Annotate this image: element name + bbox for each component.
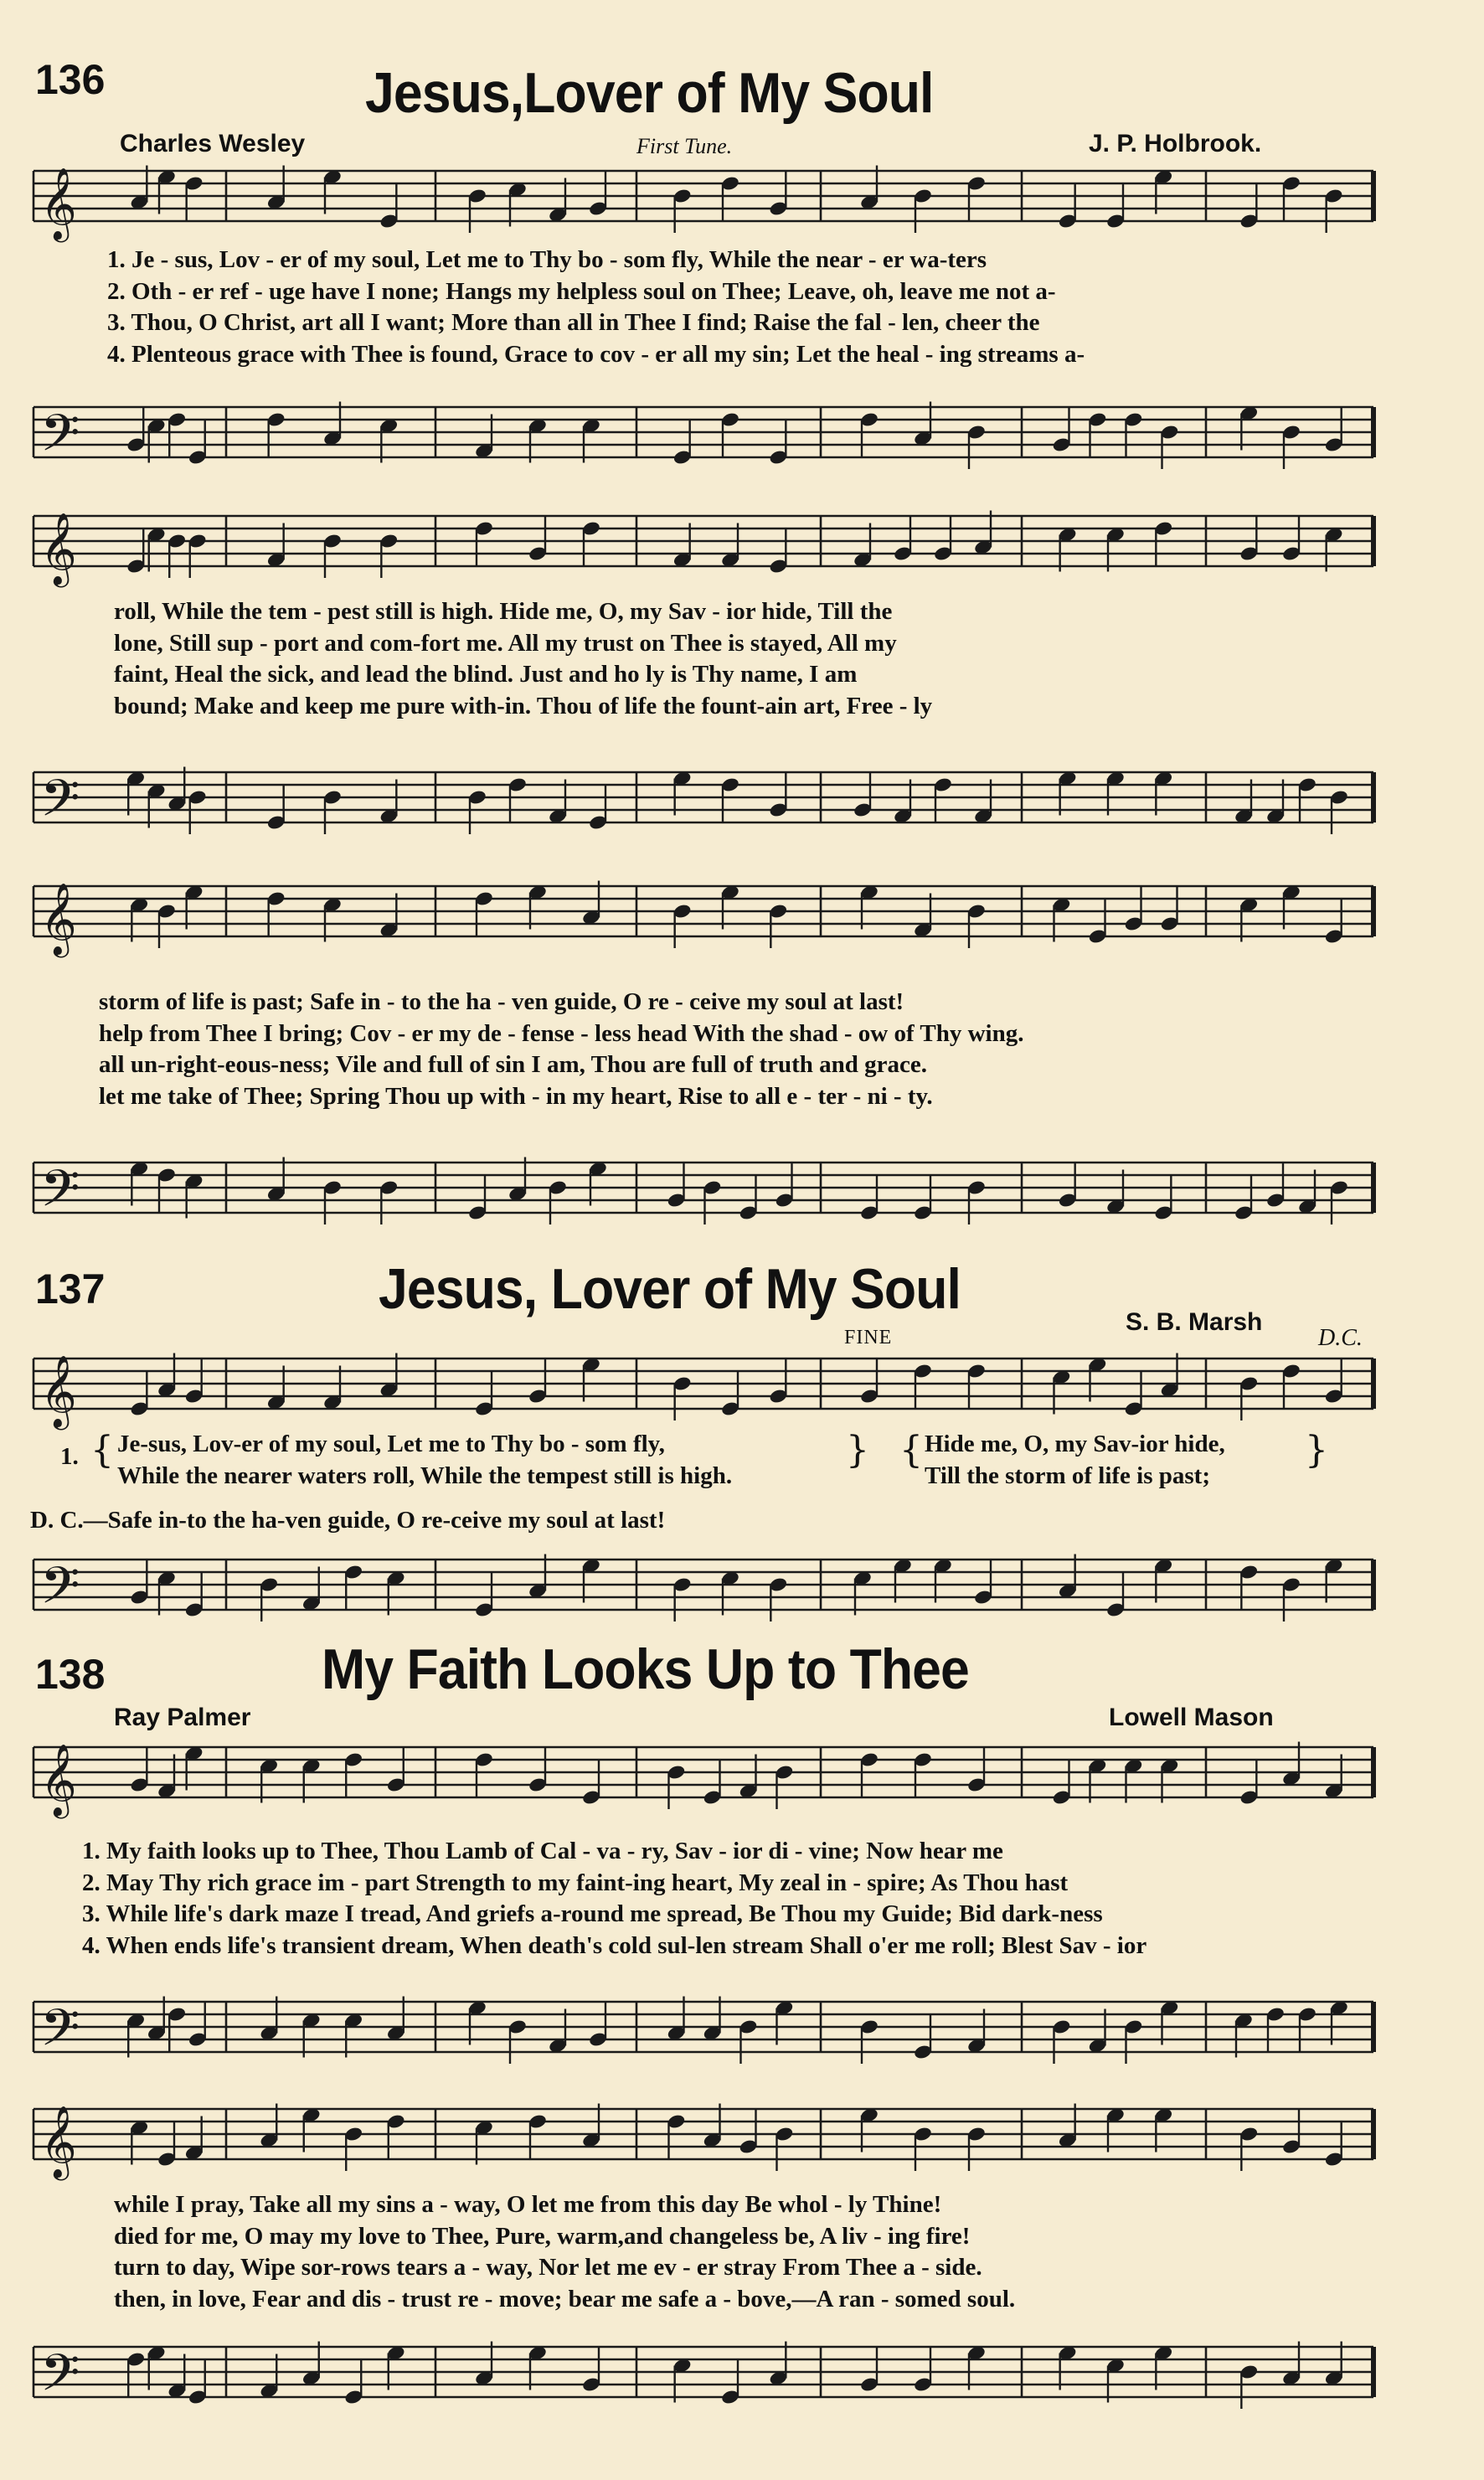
bass-staff: [33, 1549, 1373, 1628]
lyric-line: then, in love, Fear and dis - trust re - move; bear me safe a - bove,—A ran - somed soul.: [114, 2285, 1016, 2312]
lyric-line: died for me, O may my love to Thee, Pure, warm,and changeless be, A liv - ing fire!: [114, 2222, 971, 2250]
verse-number: 1.: [60, 1443, 79, 1470]
lyric-line: Hide me, O, my Sav-ior hide,: [925, 1431, 1225, 1457]
lyric-line: all un-right-eous-ness; Vile and full of sin I am, Thou are full of truth and grace.: [99, 1051, 928, 1078]
svg-text:𝄞: 𝄞: [40, 2106, 77, 2178]
lyric-line: roll, While the tem - pest still is high. Hide me, O, my Sav - ior hide, Till the: [114, 598, 893, 625]
lyric-block: [925, 1428, 1225, 1492]
lyric-line: let me take of Thee; Spring Thou up with - in my heart, Rise to all e - ter - ni - ty.: [99, 1082, 933, 1110]
hymn-title: My Faith Looks Up to Thee: [322, 1637, 969, 1701]
svg-text:𝄞: 𝄞: [40, 883, 77, 955]
lyric-line: 2. Oth - er ref - uge have I none; Hangs my helpless soul on Thee; Leave, oh, leave me not a-: [107, 277, 1056, 305]
lyric-line: help from Thee I bring; Cov - er my de - fense - less head With the shad - ow of Thy wing.: [99, 1019, 1024, 1047]
svg-text:𝄞: 𝄞: [40, 513, 77, 585]
hymn-composer: J. P. Holbrook.: [1089, 130, 1262, 157]
lyric-line: lone, Still sup - port and com-fort me. All my trust on Thee is stayed, All my: [114, 629, 897, 657]
lyric-line: bound; Make and keep me pure with-in. Thou of life the fount-ain art, Free - ly: [114, 692, 933, 719]
brace-left: {: [899, 1429, 923, 1472]
dc-marking: D.C.: [1318, 1325, 1363, 1351]
bass-staff: [33, 2337, 1373, 2416]
lyric-line: storm of life is past; Safe in - to the ha - ven guide, O re - ceive my soul at last!: [99, 988, 904, 1015]
treble-staff: [33, 506, 1373, 585]
lyric-block: [107, 245, 1085, 370]
svg-text:𝄢: 𝄢: [40, 404, 80, 476]
treble-staff: [33, 2099, 1373, 2178]
lyric-line: Till the storm of life is past;: [925, 1462, 1210, 1489]
hymn-composer: S. B. Marsh: [1126, 1308, 1263, 1336]
lyric-line: turn to day, Wipe sor-rows tears a - way, Nor let me ev - er stray From Thee a - side.: [114, 2254, 982, 2281]
svg-text:𝄞: 𝄞: [40, 1744, 77, 1816]
svg-text:𝄢: 𝄢: [40, 1998, 80, 2070]
brace-right: }: [846, 1429, 869, 1472]
lyric-line: while I pray, Take all my sins a - way, O let me from this day Be whol - ly Thine!: [114, 2191, 942, 2218]
lyric-block: [117, 1428, 732, 1492]
lyric-block: [99, 987, 1023, 1112]
lyric-line: 2. May Thy rich grace im - part Strength to my faint-ing heart, My zeal in - spire; As Thou hast: [82, 1869, 1069, 1896]
hymn-title: Jesus, Lover of My Soul: [379, 1257, 961, 1321]
fine-marking: FINE: [844, 1327, 893, 1348]
hymn-number: 138: [35, 1651, 106, 1698]
hymn-number: 136: [35, 56, 106, 103]
svg-text:𝄢: 𝄢: [40, 1556, 80, 1628]
svg-text:𝄢: 𝄢: [40, 2343, 80, 2416]
hymn-author: Ray Palmer: [114, 1704, 251, 1731]
hymn-title: Jesus,Lover of My Soul: [365, 61, 934, 125]
lyric-line: 4. Plenteous grace with Thee is found, Grace to cov - er all my sin; Let the heal - ing streams a-: [107, 340, 1085, 368]
svg-text:𝄢: 𝄢: [40, 769, 80, 841]
treble-staff: [33, 876, 1373, 955]
lyric-line: 1. My faith looks up to Thee, Thou Lamb of Cal - va - ry, Sav - ior di - vine; Now hear me: [82, 1838, 1003, 1864]
lyric-line: Je-sus, Lov-er of my soul, Let me to Thy bo - som fly,: [117, 1431, 665, 1457]
lyric-line: faint, Heal the sick, and lead the blind. Just and ho ly is Thy name, I am: [114, 661, 858, 688]
treble-staff: [33, 1348, 1373, 1427]
svg-text:𝄞: 𝄞: [40, 168, 77, 240]
svg-text:𝄢: 𝄢: [40, 1159, 80, 1231]
brace-left: {: [90, 1429, 114, 1472]
svg-text:𝄞: 𝄞: [40, 1355, 77, 1427]
hymn-author: Charles Wesley: [120, 130, 306, 157]
lyric-block: [114, 2189, 1015, 2315]
lyric-block: [82, 1836, 1146, 1962]
treble-staff: [33, 161, 1373, 240]
bass-staff: [33, 762, 1373, 841]
lyric-line: 4. When ends life's transient dream, When death's cold sul-len stream Shall o'er me roll; Blest Sav - ior: [82, 1931, 1147, 1959]
tune-label: First Tune.: [636, 134, 733, 158]
lyric-line: While the nearer waters roll, While the tempest still is high.: [117, 1462, 733, 1489]
brace-right: }: [1305, 1429, 1328, 1472]
treble-staff: [33, 1737, 1373, 1816]
bass-staff: [33, 1152, 1373, 1231]
lyric-line: 3. Thou, O Christ, art all I want; More than all in Thee I find; Raise the fal - len, cheer the: [107, 309, 1040, 336]
bass-staff: [33, 1992, 1373, 2070]
lyric-line: 1. Je - sus, Lov - er of my soul, Let me to Thy bo - som fly, While the near - er wa-ters: [107, 246, 987, 273]
bass-staff: [33, 397, 1373, 476]
dc-lyric-line: D. C.—Safe in-to the ha-ven guide, O re-ceive my soul at last!: [30, 1507, 666, 1534]
hymn-composer: Lowell Mason: [1109, 1704, 1274, 1731]
lyric-line: 3. While life's dark maze I tread, And griefs a-round me spread, Be Thou my Guide; Bid dark-ness: [82, 1900, 1103, 1927]
lyric-block: [114, 596, 932, 722]
hymn-number: 137: [35, 1266, 106, 1312]
